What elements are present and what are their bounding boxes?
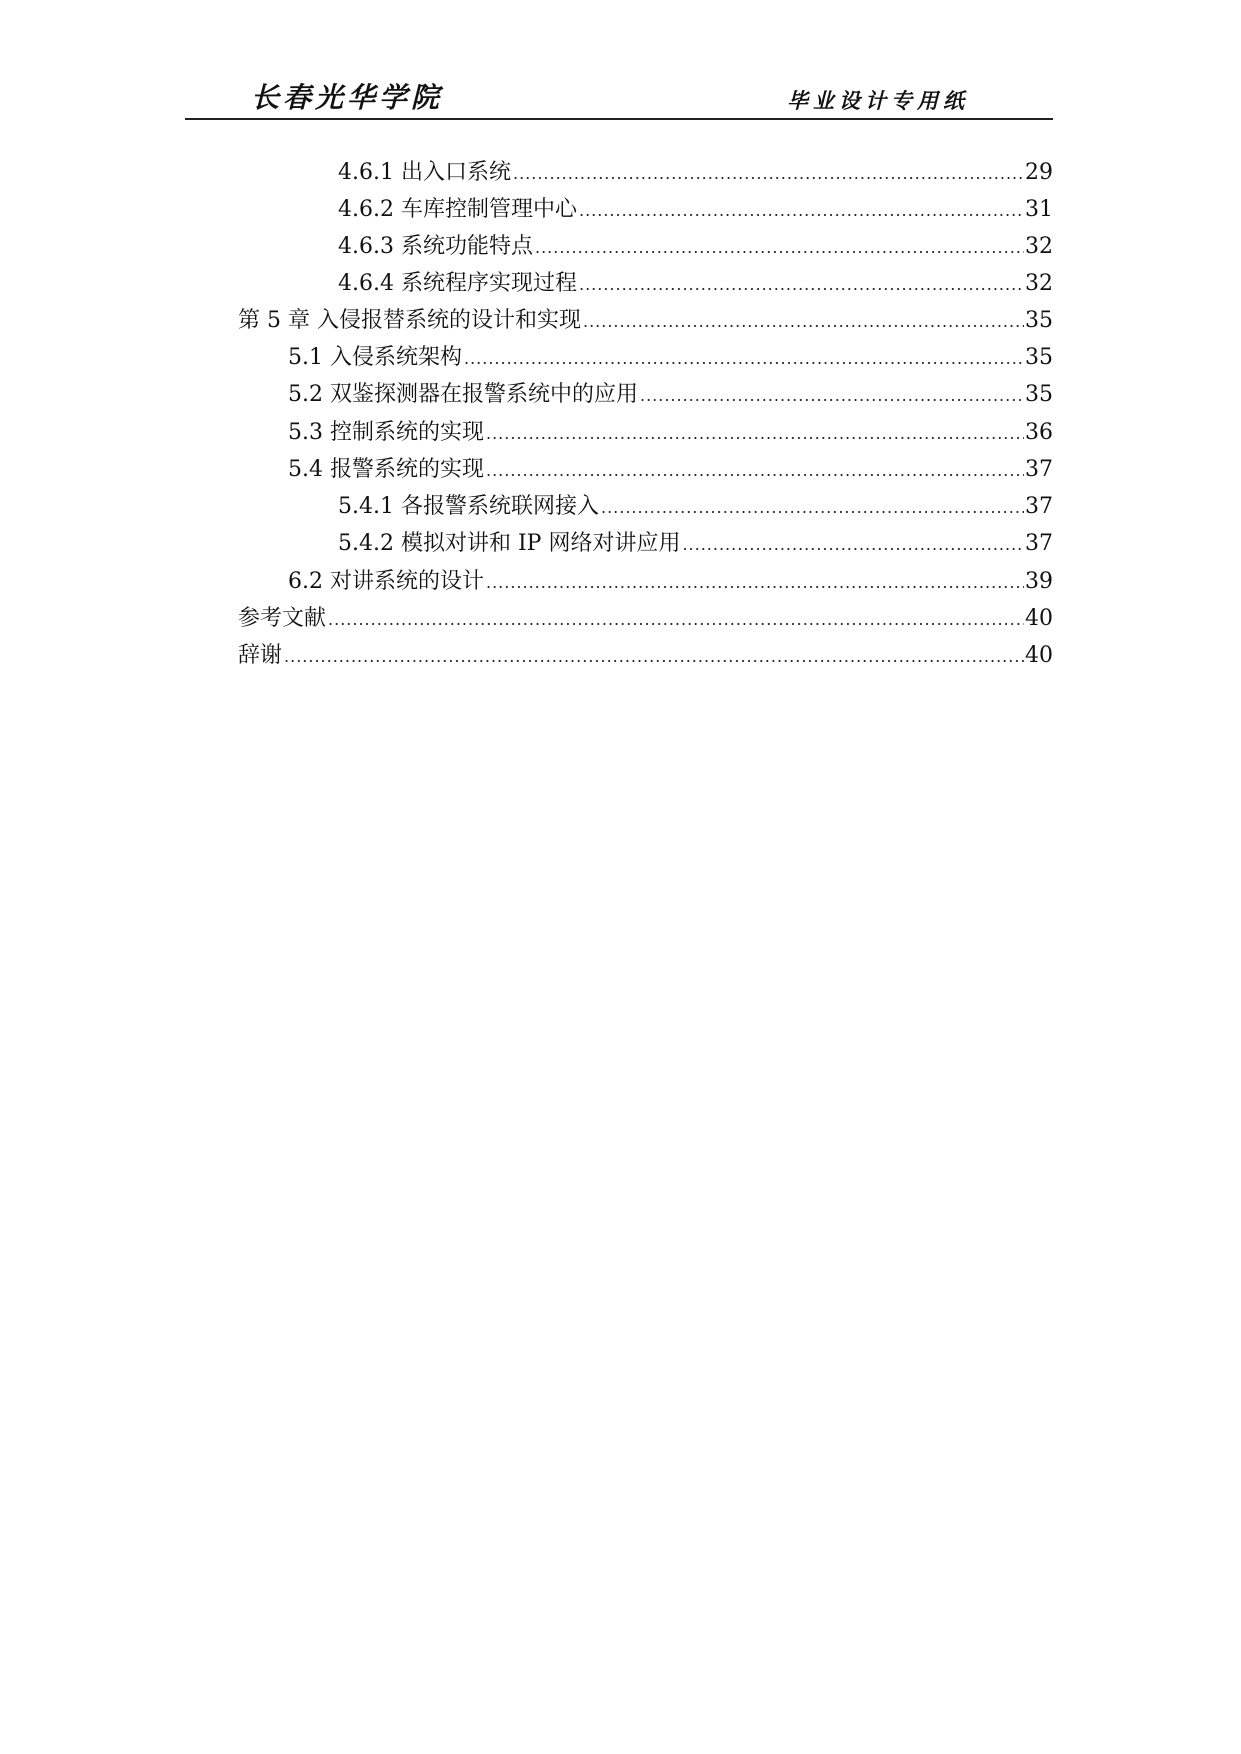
- toc-dot-leader: [486, 416, 1024, 452]
- toc-entry-title: 参考文献: [238, 606, 327, 631]
- toc-page-number: 40: [1025, 606, 1053, 631]
- toc-entry[interactable]: [338, 192, 1053, 228]
- toc-page-number: 37: [1025, 531, 1053, 556]
- toc-entry-title: 第 5 章 入侵报替系统的设计和实现: [238, 308, 581, 333]
- toc-entry[interactable]: [288, 415, 1053, 451]
- toc-dot-leader: [464, 341, 1024, 377]
- toc-entry-title: 5.3 控制系统的实现: [288, 420, 484, 445]
- toc-page-number: 35: [1025, 345, 1053, 370]
- toc-entry[interactable]: [338, 489, 1053, 525]
- toc-entry[interactable]: [338, 229, 1053, 265]
- toc-page-number: 37: [1025, 494, 1053, 519]
- toc-entry-title: 4.6.1 出入口系统: [338, 160, 511, 185]
- toc-dot-leader: [284, 639, 1024, 675]
- toc-page-number: 40: [1025, 643, 1053, 668]
- toc-entry[interactable]: [238, 303, 1053, 339]
- toc-entry[interactable]: [338, 155, 1053, 191]
- institution-name: 长春光华学院: [251, 81, 444, 114]
- toc-page-number: 36: [1025, 420, 1053, 445]
- toc-entry-title: 辞谢: [238, 643, 283, 668]
- toc-entry[interactable]: [338, 266, 1053, 302]
- toc-page-number: 32: [1025, 234, 1053, 259]
- toc-entry-title: 5.4 报警系统的实现: [288, 457, 484, 482]
- toc-entry-title: 5.1 入侵系统架构: [288, 345, 462, 370]
- toc-entry-title: 5.4.2 模拟对讲和 IP 网络对讲应用: [338, 531, 681, 556]
- toc-entry-title: 5.4.1 各报警系统联网接入: [338, 494, 599, 519]
- toc-entry[interactable]: [238, 638, 1053, 674]
- toc-page-number: 32: [1025, 271, 1053, 296]
- toc-dot-leader: [328, 602, 1024, 638]
- toc-dot-leader: [535, 230, 1024, 266]
- toc-entry[interactable]: [288, 564, 1053, 600]
- toc-page-number: 39: [1025, 569, 1053, 594]
- toc-dot-leader: [682, 527, 1024, 563]
- toc-page-number: 35: [1025, 382, 1053, 407]
- toc-entry-title: 5.2 双鉴探测器在报警系统中的应用: [288, 382, 638, 407]
- toc-dot-leader: [579, 193, 1024, 229]
- toc-entry-title: 6.2 对讲系统的设计: [288, 569, 484, 594]
- toc-dot-leader: [640, 378, 1024, 414]
- toc-dot-leader: [486, 453, 1024, 489]
- toc-entry[interactable]: [288, 340, 1053, 376]
- toc-entry-title: 4.6.4 系统程序实现过程: [338, 271, 577, 296]
- toc-dot-leader: [486, 565, 1024, 601]
- toc-page-number: 31: [1025, 197, 1053, 222]
- toc-entry[interactable]: [288, 452, 1053, 488]
- paper-label: 毕业设计专用纸: [787, 89, 969, 113]
- toc-dot-leader: [583, 304, 1024, 340]
- toc-dot-leader: [601, 490, 1024, 526]
- page-header: [185, 80, 1053, 120]
- toc-entry-title: 4.6.3 系统功能特点: [338, 234, 533, 259]
- toc-entry[interactable]: [338, 526, 1053, 562]
- toc-entry[interactable]: [238, 601, 1053, 637]
- toc-dot-leader: [513, 156, 1024, 192]
- toc-page-number: 29: [1025, 160, 1053, 185]
- toc-page-number: 35: [1025, 308, 1053, 333]
- toc-entry[interactable]: [288, 377, 1053, 413]
- toc-page-number: 37: [1025, 457, 1053, 482]
- toc-entry-title: 4.6.2 车库控制管理中心: [338, 197, 577, 222]
- toc-dot-leader: [579, 267, 1024, 303]
